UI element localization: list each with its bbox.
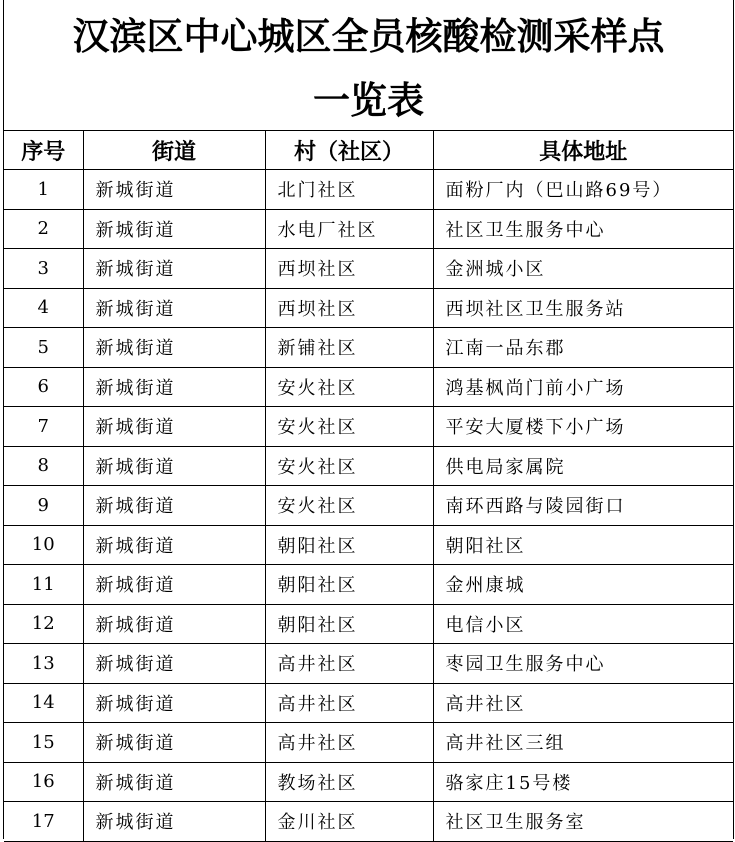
table-row xyxy=(4,486,733,526)
header-serial-number: 序号 xyxy=(4,131,83,170)
cell-address: 江南一品东郡 xyxy=(433,328,733,368)
cell-serial-number: 16 xyxy=(4,762,83,802)
cell-serial-number: 6 xyxy=(4,367,83,407)
cell-address: 金州康城 xyxy=(433,565,733,605)
table-header-row xyxy=(4,131,733,170)
sampling-sites-table xyxy=(4,131,733,842)
cell-address: 电信小区 xyxy=(433,604,733,644)
cell-address: 供电局家属院 xyxy=(433,446,733,486)
table-row xyxy=(4,565,733,605)
header-village-community: 村（社区） xyxy=(265,131,433,170)
cell-address: 金洲城小区 xyxy=(433,249,733,289)
cell-street: 新城街道 xyxy=(83,723,265,763)
title-block xyxy=(4,0,733,131)
cell-village-community: 西坝社区 xyxy=(265,249,433,289)
cell-village-community: 新铺社区 xyxy=(265,328,433,368)
cell-street: 新城街道 xyxy=(83,762,265,802)
cell-address: 社区卫生服务室 xyxy=(433,802,733,842)
cell-street: 新城街道 xyxy=(83,209,265,249)
table-row xyxy=(4,328,733,368)
table-body xyxy=(4,170,733,842)
cell-address: 骆家庄15号楼 xyxy=(433,762,733,802)
cell-street: 新城街道 xyxy=(83,604,265,644)
page-title: 汉滨区中心城区全员核酸检测采样点 xyxy=(72,15,665,58)
table-row xyxy=(4,723,733,763)
table-row xyxy=(4,604,733,644)
cell-street: 新城街道 xyxy=(83,249,265,289)
header-specific-address: 具体地址 xyxy=(433,131,733,170)
cell-serial-number: 7 xyxy=(4,407,83,447)
cell-address: 西坝社区卫生服务站 xyxy=(433,288,733,328)
cell-street: 新城街道 xyxy=(83,683,265,723)
table-row xyxy=(4,762,733,802)
cell-serial-number: 17 xyxy=(4,802,83,842)
cell-village-community: 朝阳社区 xyxy=(265,604,433,644)
cell-serial-number: 13 xyxy=(4,644,83,684)
cell-village-community: 金川社区 xyxy=(265,802,433,842)
table-row xyxy=(4,249,733,289)
page-title-subtitle: 一览表 xyxy=(313,79,424,122)
cell-village-community: 朝阳社区 xyxy=(265,525,433,565)
cell-village-community: 高井社区 xyxy=(265,644,433,684)
table-row xyxy=(4,288,733,328)
cell-village-community: 安火社区 xyxy=(265,446,433,486)
cell-village-community: 安火社区 xyxy=(265,486,433,526)
cell-street: 新城街道 xyxy=(83,288,265,328)
table-row xyxy=(4,407,733,447)
cell-village-community: 高井社区 xyxy=(265,723,433,763)
table-row xyxy=(4,525,733,565)
cell-address: 鸿基枫尚门前小广场 xyxy=(433,367,733,407)
cell-street: 新城街道 xyxy=(83,446,265,486)
cell-serial-number: 3 xyxy=(4,249,83,289)
table-row xyxy=(4,644,733,684)
cell-serial-number: 15 xyxy=(4,723,83,763)
cell-village-community: 安火社区 xyxy=(265,367,433,407)
cell-street: 新城街道 xyxy=(83,565,265,605)
cell-serial-number: 10 xyxy=(4,525,83,565)
cell-serial-number: 2 xyxy=(4,209,83,249)
cell-serial-number: 11 xyxy=(4,565,83,605)
cell-serial-number: 14 xyxy=(4,683,83,723)
cell-address: 枣园卫生服务中心 xyxy=(433,644,733,684)
cell-address: 高井社区 xyxy=(433,683,733,723)
cell-street: 新城街道 xyxy=(83,525,265,565)
cell-village-community: 水电厂社区 xyxy=(265,209,433,249)
cell-serial-number: 1 xyxy=(4,170,83,210)
table-row xyxy=(4,367,733,407)
cell-street: 新城街道 xyxy=(83,407,265,447)
cell-serial-number: 4 xyxy=(4,288,83,328)
cell-address: 面粉厂内（巴山路69号） xyxy=(433,170,733,210)
cell-address: 朝阳社区 xyxy=(433,525,733,565)
table-row xyxy=(4,209,733,249)
document-sheet xyxy=(3,0,734,839)
cell-street: 新城街道 xyxy=(83,328,265,368)
cell-address: 平安大厦楼下小广场 xyxy=(433,407,733,447)
cell-village-community: 安火社区 xyxy=(265,407,433,447)
cell-village-community: 高井社区 xyxy=(265,683,433,723)
cell-address: 社区卫生服务中心 xyxy=(433,209,733,249)
table-row xyxy=(4,170,733,210)
table-row xyxy=(4,802,733,842)
cell-village-community: 朝阳社区 xyxy=(265,565,433,605)
cell-address: 高井社区三组 xyxy=(433,723,733,763)
cell-street: 新城街道 xyxy=(83,644,265,684)
table-row xyxy=(4,446,733,486)
header-street: 街道 xyxy=(83,131,265,170)
table-row xyxy=(4,683,733,723)
cell-village-community: 北门社区 xyxy=(265,170,433,210)
cell-serial-number: 5 xyxy=(4,328,83,368)
cell-serial-number: 12 xyxy=(4,604,83,644)
cell-street: 新城街道 xyxy=(83,486,265,526)
cell-street: 新城街道 xyxy=(83,802,265,842)
cell-village-community: 西坝社区 xyxy=(265,288,433,328)
cell-address: 南环西路与陵园街口 xyxy=(433,486,733,526)
cell-street: 新城街道 xyxy=(83,367,265,407)
cell-village-community: 教场社区 xyxy=(265,762,433,802)
cell-serial-number: 9 xyxy=(4,486,83,526)
cell-serial-number: 8 xyxy=(4,446,83,486)
cell-street: 新城街道 xyxy=(83,170,265,210)
